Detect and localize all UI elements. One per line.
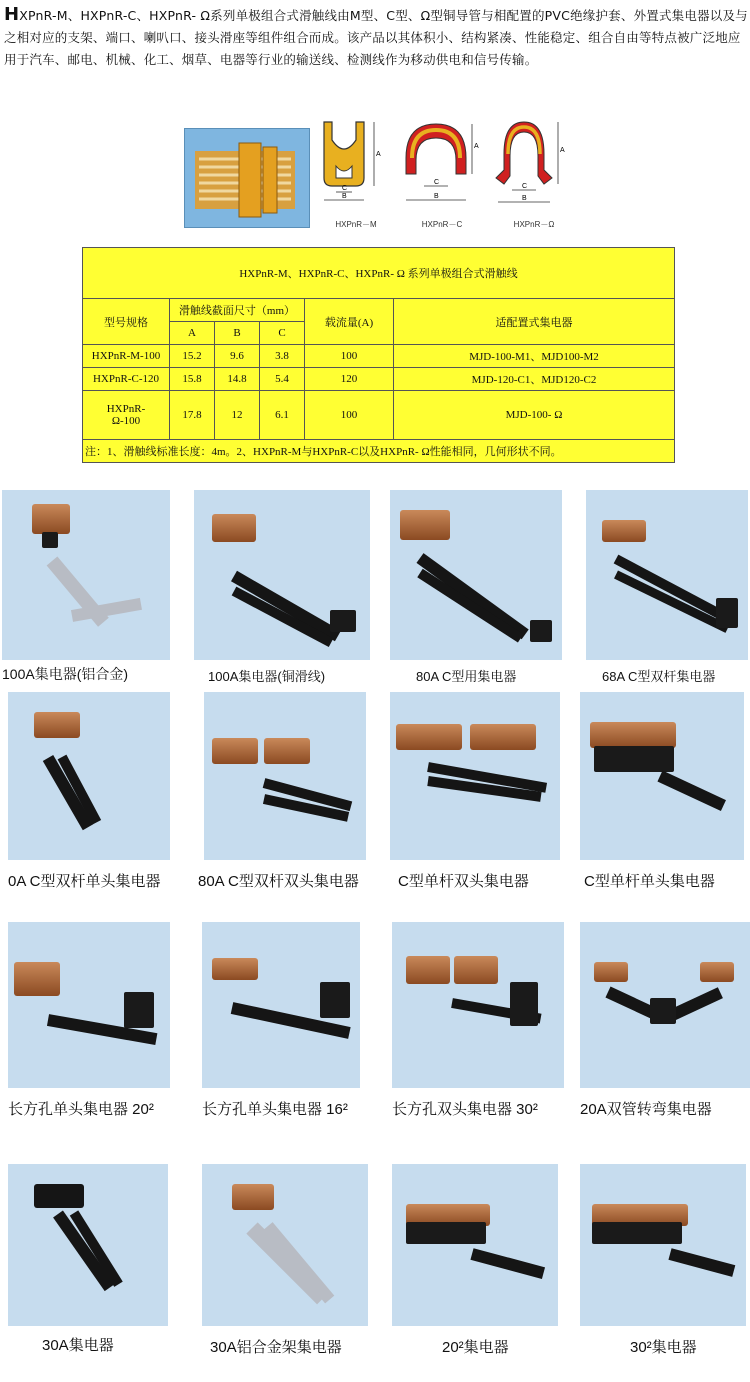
product-caption: 68A C型双杆集电器 [602,669,716,684]
dim-label-c: C [522,183,528,190]
header-current: 载流量(A) [305,299,394,345]
product-card [580,692,750,902]
row-b: 9.6 [215,345,260,368]
collector-photo [586,490,748,660]
intro-text: XPnR-M、HXPnR-C、HXPnR- Ω系列单极组合式滑触线由M型、C型、Ω型铜导管与相配置的PVC绝缘护套、外置式集电器以及与之相对应的支架、端口、喇叭口、接头滑座等组件组合而成。该产品以其体积小、结构紧凑、性能稳定、组合自由等特点被广泛地应用于汽车、邮电、机械、化工、烟草、电器等行业的输送线、检测线作为移动供电和信号传输。 [4,8,748,67]
header-a: A [170,322,215,345]
product-caption: 长方孔单头集电器 20² [8,1101,154,1118]
profile-m-caption: HXPnR－M [335,220,377,229]
product-card [202,1164,378,1374]
product-card [194,490,370,690]
product-grid [0,488,750,1382]
spec-table [82,247,675,463]
product-caption: C型单杆双头集电器 [398,873,529,890]
product-card [198,692,374,902]
intro-lead-letter: H [4,4,20,25]
product-card [8,692,170,902]
table-title-row [83,248,675,299]
dim-label-b: B [522,195,527,202]
collector-photo [202,922,360,1088]
product-caption: 80A C型用集电器 [416,669,517,684]
header-collector: 适配置式集电器 [394,299,675,345]
product-caption: 20A双管转弯集电器 [580,1101,712,1118]
row-c: 6.1 [260,391,305,440]
collector-photo [202,1164,368,1326]
row-a: 15.2 [170,345,215,368]
collector-photo [194,490,370,660]
product-caption: 80A C型双杆双头集电器 [198,873,359,890]
dim-label-a: A [474,143,479,150]
product-card [586,490,750,690]
table-row [83,368,675,391]
collector-photo [8,1164,168,1326]
profile-m-diagram [316,118,396,230]
collector-photo [8,922,170,1088]
row-current: 100 [305,391,394,440]
busbar-assembly-photo [184,128,310,228]
table-title: HXPnR-M、HXPnR-C、HXPnR- Ω 系列单极组合式滑触线 [83,248,675,299]
row-c: 3.8 [260,345,305,368]
product-card [392,922,568,1132]
collector-photo [390,692,560,860]
product-card [8,922,184,1132]
product-caption: C型单杆单头集电器 [584,873,715,890]
row-c: 5.4 [260,368,305,391]
header-b: B [215,322,260,345]
table-note: 注：1、滑触线标准长度：4m。2、HXPnR-M与HXPnR-C以及HXPnR- Ω性能相同，几何形状不同。 [83,440,675,463]
row-model: HXPnR-C-120 [83,368,170,391]
dim-label-a: A [560,147,565,154]
product-caption: 100A集电器(铜滑线) [208,669,326,684]
table-header-row [83,299,675,322]
dim-label-b: B [434,193,439,200]
profile-c-diagram [402,118,482,230]
product-caption: 30A集电器 [42,1337,114,1354]
header-c: C [260,322,305,345]
product-card [390,490,562,690]
product-card [580,922,750,1132]
profile-diagrams [184,118,574,230]
product-caption: 长方孔单头集电器 16² [202,1101,348,1118]
row-collector: MJD-120-C1、MJD120-C2 [394,368,675,391]
row-model-line2: Ω-100 [111,415,141,427]
header-model: 型号规格 [83,299,170,345]
table-note-row [83,440,675,463]
row-b: 12 [215,391,260,440]
row-model [83,391,170,440]
product-caption: 20²集电器 [442,1339,509,1356]
product-caption: 100A集电器(铝合金) [2,666,129,682]
dim-label-b: B [342,193,347,200]
collector-photo [580,922,750,1088]
collector-photo [392,1164,558,1326]
table-row [83,391,675,440]
profile-c-caption: HXPnR－C [421,220,463,229]
profile-omega-diagram [494,118,574,230]
product-card [580,1164,750,1374]
product-card [2,490,172,690]
collector-photo [580,1164,746,1326]
collector-photo [8,692,170,860]
profile-omega-caption: HXPnR－Ω [513,220,555,229]
product-caption: 30A铝合金架集电器 [210,1339,342,1356]
row-b: 14.8 [215,368,260,391]
row-current: 120 [305,368,394,391]
row-collector: MJD-100- Ω [394,391,675,440]
dim-label-c: C [342,185,348,192]
table-row [83,345,675,368]
product-card [202,922,378,1132]
row-current: 100 [305,345,394,368]
row-model: HXPnR-M-100 [83,345,170,368]
product-caption: 0A C型双杆单头集电器 [8,873,161,890]
product-caption: 长方孔双头集电器 30² [392,1101,538,1118]
row-collector: MJD-100-M1、MJD100-M2 [394,345,675,368]
collector-photo [204,692,366,860]
collector-photo [392,922,564,1088]
collector-photo [390,490,562,660]
product-card [8,1164,178,1374]
product-caption: 30²集电器 [630,1339,697,1356]
row-a: 17.8 [170,391,215,440]
row-a: 15.8 [170,368,215,391]
intro-paragraph [4,4,748,71]
product-card [392,1164,562,1374]
dim-label-a: A [376,151,381,158]
collector-photo [580,692,744,860]
dim-label-c: C [434,179,440,186]
header-section: 滑触线截面尺寸（mm） [170,299,305,322]
product-card [390,692,562,902]
row-model-line1: HXPnR- [106,403,146,415]
collector-photo [2,490,170,660]
